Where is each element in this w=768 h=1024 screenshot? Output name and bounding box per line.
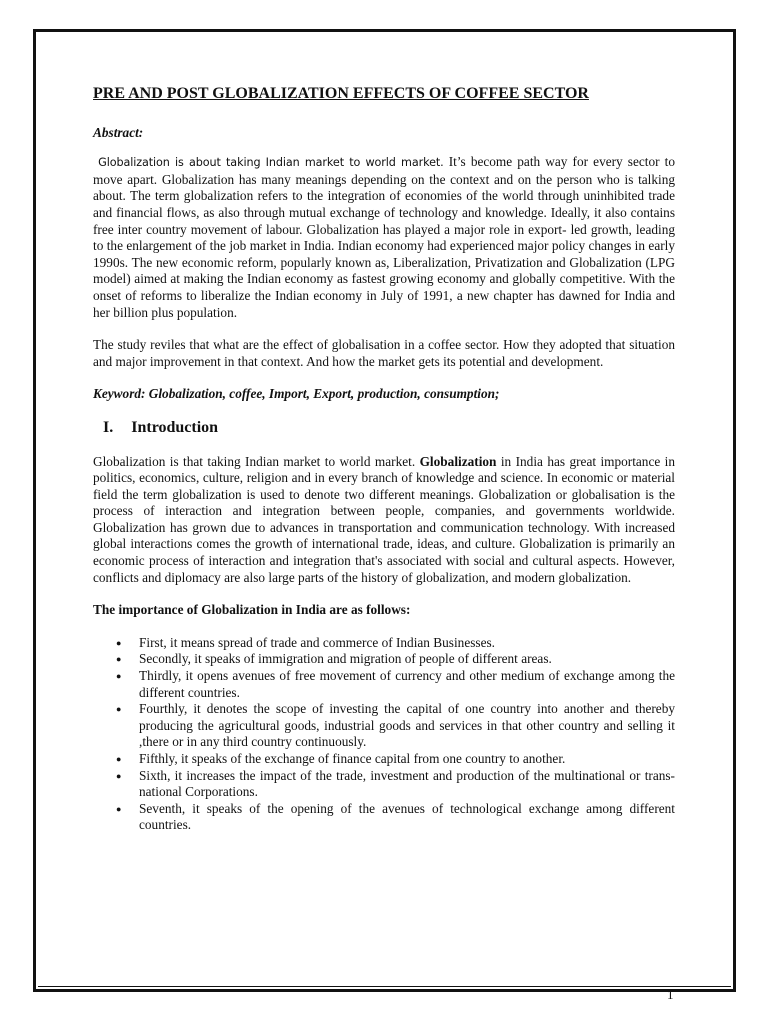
- introduction-paragraph: [93, 454, 675, 587]
- importance-list: [93, 635, 675, 834]
- section-title: Introduction: [131, 418, 219, 436]
- list-item-text: Fifthly, it speaks of the exchange of finance capital from one country to another.: [139, 751, 566, 766]
- intro-text-rest: in India has great importance in politics, economics, culture, religion and in every branch of knowledge and science. In economic or material field the term globalization is used to denote two different meanings. Globalization or globalisation is the process of interaction and integration between people, companies, and governments worldwide. Globalization has grown due to advances in transportation and communication technology. With increased global interactions comes the growth of international trade, ideas, and culture. Globalization is primarily an economic process of interaction and integration that's associated with social and cultural aspects. However, conflicts and diplomacy are also large parts of the history of globalization, and modern globalization.: [93, 453, 676, 585]
- list-item-text: Thirdly, it opens avenues of free movement of currency and other medium of exchange among the different countries.: [139, 668, 675, 700]
- list-item: [93, 751, 675, 768]
- abstract-lead-sentence: Globalization is about taking Indian market to world market.: [98, 156, 444, 170]
- bullet-icon: ●: [116, 671, 122, 682]
- list-item: [93, 768, 675, 801]
- section-heading: [103, 420, 675, 437]
- bullet-icon: ●: [116, 637, 122, 648]
- bullet-icon: ●: [116, 803, 122, 814]
- list-item-text: Fourthly, it denotes the scope of investing the capital of one country into another and thereby producing the agricultural goods, industrial goods and services in that other country and selling it ,there or in any third country continuously.: [139, 701, 675, 750]
- intro-text-start: Globalization is that taking Indian market to world market.: [93, 453, 420, 469]
- page-number: 1: [667, 987, 674, 1002]
- abstract-body: It’s become path way for every sector to move apart. Globalization has many meanings depending on the context and on the person who is talking about. The term globalization refers to the integration of economies of the world through uninhibited trade and financial flows, as also through mutual exchange of technology and knowledge. Ideally, it also contains free inter country movement of labour. Globalization has played a major role in export- led growth, leading to the enlargement of the job market in India. Indian economy had experienced major policy changes in early 1990s. The new economic reform, popularly known as, Liberalization, Privatization and Globalization (LPG model) aimed at making the Indian economy as fastest growing economy and globally competitive. With the onset of reforms to liberalize the Indian economy in July of 1991, a new chapter has dawned for India and her billion plus population.: [93, 154, 676, 320]
- bullet-icon: ●: [116, 770, 122, 781]
- list-item: [93, 635, 675, 652]
- list-item: [93, 801, 675, 834]
- list-item: [93, 668, 675, 701]
- intro-bold-term: Globalization: [419, 453, 497, 469]
- document-body: [93, 86, 675, 834]
- bullet-icon: ●: [116, 754, 122, 764]
- list-item-text: Sixth, it increases the impact of the trade, investment and production of the multinational or trans-national Corporations.: [139, 767, 675, 800]
- abstract-label: Abstract:: [93, 124, 144, 140]
- list-item: [93, 701, 675, 751]
- abstract-paragraph: [93, 154, 675, 321]
- study-paragraph: The study reviles that what are the effect of globalisation in a coffee sector. How they adopted that situation and major improvement in that context. And how the market gets its potential and development.: [93, 337, 675, 369]
- keywords-line: Keyword: Globalization, coffee, Import, Export, production, consumption;: [93, 386, 500, 402]
- list-item-text: Seventh, it speaks of the opening of the avenues of technological exchange among different countries.: [139, 800, 675, 833]
- section-number: I.: [103, 418, 114, 436]
- bullet-icon: ●: [116, 704, 122, 715]
- list-item-text: Secondly, it speaks of immigration and migration of people of different areas.: [139, 651, 552, 667]
- document-title: PRE AND POST GLOBALIZATION EFFECTS OF COFFEE SECTOR: [93, 85, 589, 102]
- list-item-text: First, it means spread of trade and commerce of Indian Businesses.: [139, 634, 495, 650]
- list-item: [93, 651, 675, 668]
- bullet-icon: ●: [116, 654, 122, 665]
- importance-heading: The importance of Globalization in India are as follows:: [93, 602, 411, 618]
